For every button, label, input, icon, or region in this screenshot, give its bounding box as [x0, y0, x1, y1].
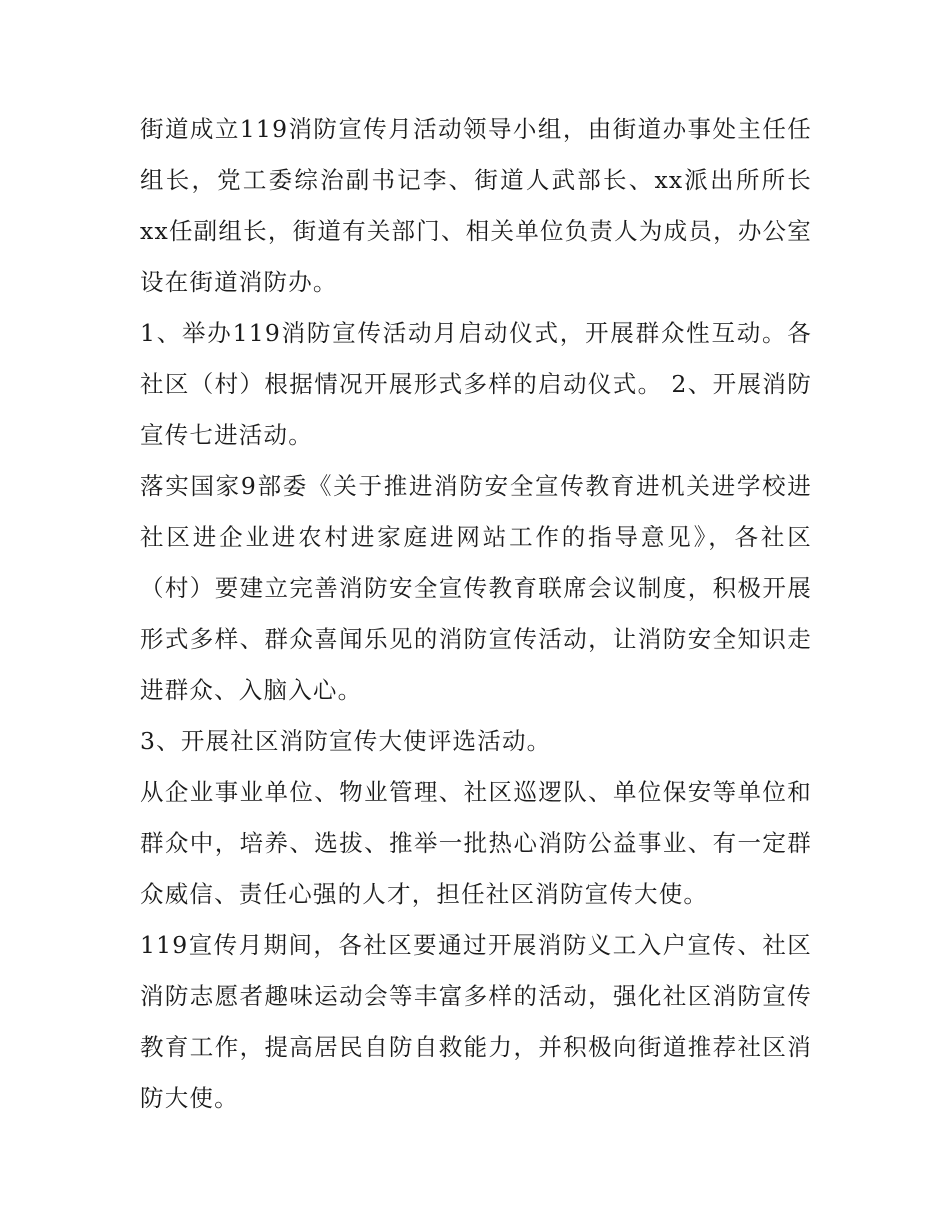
- paragraph-ambassador-selection: 从企业事业单位、物业管理、社区巡逻队、单位保安等单位和群众中，培养、选拔、推举一批热心消防公益事业、有一定群众威信、责任心强的人才，担任社区消防宣传大使。: [140, 778, 812, 908]
- paragraph-launch-ceremony: 1、举办119消防宣传活动月启动仪式，开展群众性互动。各社区（村）根据情况开展形式多样的启动仪式。 2、开展消防宣传七进活动。: [140, 319, 812, 449]
- paragraph-campaign-month: 119宣传月期间，各社区要通过开展消防义工入户宣传、社区消防志愿者趣味运动会等丰富多样的活动，强化社区消防宣传教育工作，提高居民自防自救能力，并积极向街道推荐社区消防大使。: [140, 931, 812, 1112]
- paragraph-seven-entries: 落实国家9部委《关于推进消防安全宣传教育进机关进学校进社区进企业进农村进家庭进网站工作的指导意见》，各社区（村）要建立完善消防安全宣传教育联席会议制度，积极开展形式多样、群众喜闻乐见的消防宣传活动，让消防安全知识走进群众、入脑入心。: [140, 472, 812, 704]
- paragraph-leadership-group: 街道成立119消防宣传月活动领导小组，由街道办事处主任任组长，党工委综治副书记李、街道人武部长、xx派出所所长xx任副组长，街道有关部门、相关单位负责人为成员，办公室设在街道消防办。: [140, 115, 812, 296]
- document-body: [140, 104, 812, 1124]
- paragraph-ambassador-heading: 3、开展社区消防宣传大使评选活动。: [140, 727, 552, 755]
